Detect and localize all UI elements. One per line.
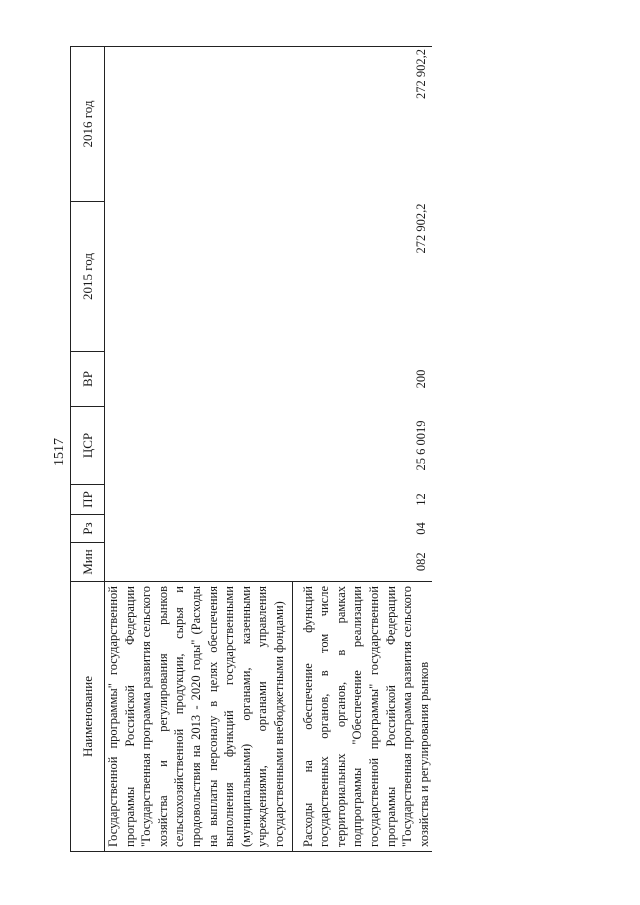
row-2015-cell — [105, 202, 293, 352]
table-row — [292, 47, 432, 852]
row-csr-cell: 25 6 0019 — [414, 420, 429, 471]
row-pr-cell: 12 — [414, 493, 429, 506]
row-2016-cell: 272 902,2 — [292, 47, 432, 202]
header-2016: 2016 год — [71, 47, 105, 202]
row-min-cell: 082 — [414, 552, 429, 572]
page-number: 1517 — [52, 438, 67, 466]
header-min: Мин — [71, 543, 105, 582]
table-header-row — [71, 47, 105, 852]
row-min-cell — [105, 543, 293, 582]
row-vr-cell — [105, 352, 293, 407]
budget-table-sheet — [70, 47, 613, 852]
row-csr-cell — [105, 407, 293, 485]
row-rz-cell: 04 — [414, 522, 429, 535]
header-pr: ПР — [71, 485, 105, 515]
row-name-cell: Государственной программы" государственной программы Российской Федерации "Государственная программа развития сельского хозяйства и регулирования рынков сельскохозяйственной продукции, сырья и продовольствия на 2013 - 2020 годы" (Расходы на выплаты персоналу в целях обеспечения выполнения функций государственными (муниципальными) органами, казенными учреждениями, органами управления государственными внебюджетными фондами) — [105, 582, 293, 852]
row-rz-cell — [105, 515, 293, 543]
row-name-cell: Расходы на обеспечение функций государственных органов, в том числе территориальных органов, в рамках подпрограммы "Обеспечение реализации государственной программы" государственной программы Российской Федерации "Государственная программа развития сельского хозяйства и регулирования рынков — [292, 582, 432, 852]
row-pr-cell — [105, 485, 293, 515]
header-rz: Рз — [71, 515, 105, 543]
row-2016-cell — [105, 47, 293, 202]
row-2015-cell: 272 902,2 — [414, 203, 429, 254]
header-name: Наименование — [71, 582, 105, 852]
header-2015: 2015 год — [71, 202, 105, 352]
row-vr-cell: 200 — [414, 369, 429, 389]
table-row — [105, 47, 293, 852]
header-vr: ВР — [71, 352, 105, 407]
header-csr: ЦСР — [71, 407, 105, 485]
budget-table — [70, 46, 432, 852]
